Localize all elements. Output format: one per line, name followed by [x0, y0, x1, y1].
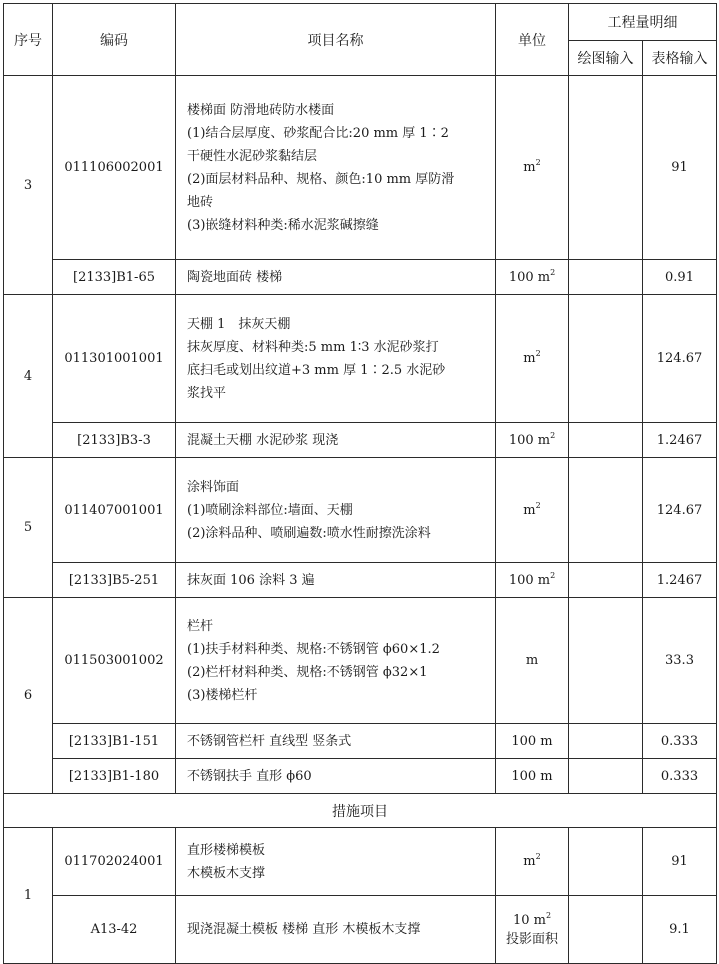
table-row	[4, 598, 717, 724]
unit-exponent: 2	[550, 267, 556, 277]
qty-drawing-cell	[569, 295, 643, 423]
unit-cell	[496, 724, 569, 759]
table-row	[4, 295, 717, 423]
qty-table-cell: 0.333	[643, 724, 717, 759]
item-name-line: 木模板木支撑	[187, 865, 266, 881]
code-cell: [2133]B1-180	[53, 759, 176, 794]
item-name-line: (3)嵌缝材料种类:稀水泥浆碱擦缝	[187, 217, 379, 233]
unit-cell	[496, 828, 569, 896]
header-code: 编码	[53, 4, 176, 76]
item-name-line: 抹灰面 106 涂料 3 遍	[187, 572, 315, 588]
table-row	[4, 759, 717, 794]
unit-value: 100 m	[511, 768, 553, 784]
item-name-cell	[176, 828, 496, 896]
code-cell: A13-42	[53, 896, 176, 964]
unit-value: 100 m	[511, 733, 553, 749]
item-name-line: (2)栏杆材料种类、规格:不锈钢管 ϕ32×1	[187, 664, 428, 680]
unit-value: 100 m	[508, 572, 551, 588]
seq-cell: 6	[4, 598, 53, 794]
unit-value: m	[523, 351, 536, 366]
unit-exponent: 2	[535, 500, 541, 510]
unit-value: 10 m	[512, 912, 546, 928]
item-name-line: 不锈钢管栏杆 直线型 竖条式	[187, 733, 352, 749]
item-name-line: 现浇混凝土模板 楼梯 直形 木模板木支撑	[187, 922, 421, 937]
item-name-cell	[176, 458, 496, 563]
qty-table-cell: 124.67	[643, 295, 717, 423]
table-row	[4, 724, 717, 759]
item-name-line: 不锈钢扶手 直形 ϕ60	[187, 768, 312, 784]
unit-value: m	[523, 160, 536, 175]
seq-cell: 1	[4, 828, 53, 964]
qty-drawing-cell	[569, 260, 643, 295]
qty-drawing-cell	[569, 598, 643, 724]
item-name-line: 抹灰厚度、材料种类:5 mm 1∶3 水泥砂浆打	[187, 339, 439, 355]
seq-cell: 3	[4, 76, 53, 295]
table-row	[4, 563, 717, 598]
unit-cell	[496, 260, 569, 295]
item-name-line: 天棚 1 抹灰天棚	[187, 316, 291, 332]
unit-value: m	[525, 653, 539, 668]
qty-table-cell: 91	[643, 76, 717, 260]
qty-drawing-cell	[569, 458, 643, 563]
item-name-cell	[176, 896, 496, 964]
header-qty-table: 表格输入	[643, 41, 717, 76]
item-name-cell	[176, 724, 496, 759]
item-name-cell	[176, 563, 496, 598]
item-name-cell	[176, 76, 496, 260]
table-row	[4, 828, 717, 896]
unit-exponent: 2	[535, 349, 541, 358]
unit-cell	[496, 76, 569, 260]
unit-exponent: 2	[550, 570, 556, 580]
unit-value: 100 m	[508, 269, 551, 285]
item-name-cell	[176, 295, 496, 423]
unit-exponent: 2	[550, 430, 556, 440]
unit-value: m	[523, 854, 536, 869]
seq-cell: 5	[4, 458, 53, 598]
item-name-line: (1)结合层厚度、砂浆配合比:20 mm 厚 1∶2	[187, 125, 449, 141]
unit-value: 100 m	[508, 432, 551, 448]
code-cell: 011106002001	[53, 76, 176, 260]
qty-table-cell: 33.3	[643, 598, 717, 724]
unit-cell	[496, 423, 569, 458]
item-name-line: 干硬性水泥砂浆黏结层	[187, 148, 318, 164]
unit-value: m	[523, 502, 536, 518]
code-cell: 011503001002	[53, 598, 176, 724]
unit-cell	[496, 759, 569, 794]
table-row	[4, 423, 717, 458]
table-row	[4, 896, 717, 964]
code-cell: 011407001001	[53, 458, 176, 563]
unit-exponent: 2	[545, 910, 552, 920]
qty-drawing-cell	[569, 896, 643, 964]
table-row	[4, 458, 717, 563]
qty-drawing-cell	[569, 759, 643, 794]
item-name-line: (2)涂料品种、喷刷遍数:喷水性耐擦洗涂料	[187, 525, 431, 541]
code-cell: [2133]B1-151	[53, 724, 176, 759]
qty-table-cell: 1.2467	[643, 563, 717, 598]
seq-cell: 4	[4, 295, 53, 458]
qty-drawing-cell	[569, 724, 643, 759]
unit-cell	[496, 563, 569, 598]
qty-table-cell: 0.333	[643, 759, 717, 794]
unit-exponent: 2	[535, 158, 541, 167]
qty-drawing-cell	[569, 563, 643, 598]
qty-drawing-cell	[569, 828, 643, 896]
item-name-cell	[176, 598, 496, 724]
code-cell: 011702024001	[53, 828, 176, 896]
table-row	[4, 76, 717, 260]
item-name-line: 陶瓷地面砖 楼梯	[187, 269, 283, 285]
qty-table-cell: 9.1	[643, 896, 717, 964]
item-name-line: 浆找平	[187, 385, 227, 401]
qty-table-cell: 1.2467	[643, 423, 717, 458]
section-title: 措施项目	[4, 794, 717, 828]
qty-drawing-cell	[569, 423, 643, 458]
unit-cell	[496, 598, 569, 724]
table-row	[4, 260, 717, 295]
item-name-cell	[176, 759, 496, 794]
code-cell: [2133]B5-251	[53, 563, 176, 598]
item-name-cell	[176, 423, 496, 458]
unit-cell	[496, 458, 569, 563]
unit-cell	[496, 896, 569, 964]
unit-exponent: 2	[535, 852, 541, 861]
item-name-line: 直形楼梯模板	[187, 842, 266, 858]
item-name-line: 混凝土天棚 水泥砂浆 现浇	[187, 432, 339, 448]
item-name-line: 底扫毛或划出纹道+3 mm 厚 1∶2.5 水泥砂	[187, 362, 446, 378]
qty-table-cell: 124.67	[643, 458, 717, 563]
item-name-line: (3)楼梯栏杆	[187, 687, 258, 703]
item-name-cell	[176, 260, 496, 295]
code-cell: 011301001001	[53, 295, 176, 423]
table-body	[4, 76, 717, 964]
item-name-line: (1)扶手材料种类、规格:不锈钢管 ϕ60×1.2	[187, 641, 440, 657]
item-name-line: 栏杆	[187, 618, 214, 634]
unit-cell	[496, 295, 569, 423]
qty-table-cell: 91	[643, 828, 717, 896]
quantity-detail-table	[3, 3, 717, 964]
code-cell: [2133]B3-3	[53, 423, 176, 458]
section-row	[4, 794, 717, 828]
header-unit: 单位	[496, 4, 569, 76]
item-name-line: (2)面层材料品种、规格、颜色:10 mm 厚防滑	[187, 171, 455, 187]
item-name-line: (1)喷刷涂料部位:墙面、天棚	[187, 502, 353, 518]
unit-note: 投影面积	[505, 931, 558, 947]
header-name: 项目名称	[176, 4, 496, 76]
header-qty-drawing: 绘图输入	[569, 41, 643, 76]
item-name-line: 楼梯面 防滑地砖防水楼面	[187, 102, 335, 118]
qty-drawing-cell	[569, 76, 643, 260]
table-header	[4, 4, 717, 76]
code-cell: [2133]B1-65	[53, 260, 176, 295]
item-name-line: 地砖	[187, 194, 214, 210]
qty-table-cell: 0.91	[643, 260, 717, 295]
item-name-line: 涂料饰面	[187, 479, 240, 495]
header-seq: 序号	[4, 4, 53, 76]
header-qty-group: 工程量明细	[569, 4, 717, 41]
